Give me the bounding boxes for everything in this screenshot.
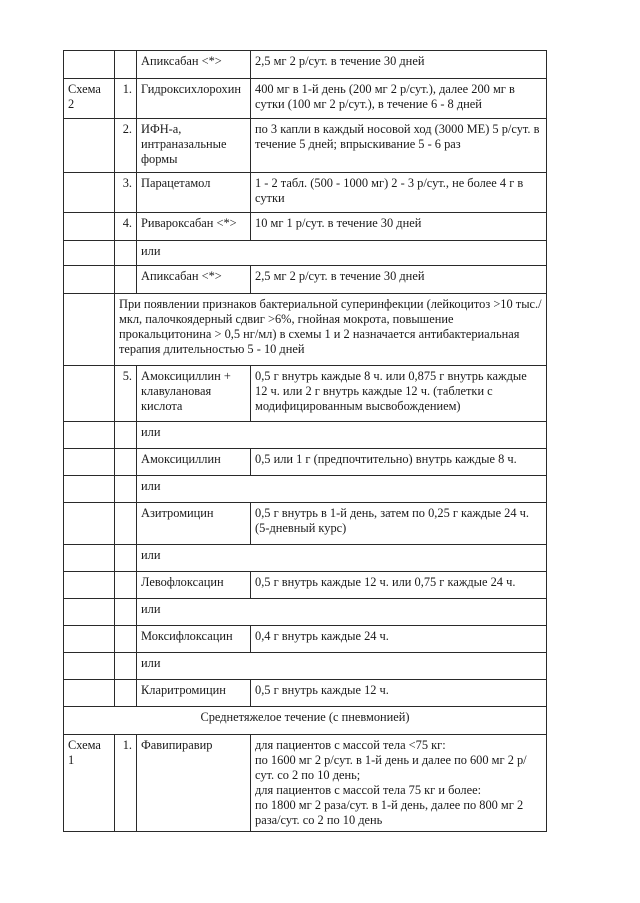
scheme-cell	[64, 119, 115, 173]
number-cell	[115, 599, 137, 626]
alternative-or-cell: или	[137, 476, 547, 503]
scheme-cell	[64, 266, 115, 294]
alternative-or-cell: или	[137, 422, 547, 449]
number-cell: 2.	[115, 119, 137, 173]
scheme-cell	[64, 366, 115, 422]
table-row	[64, 707, 547, 735]
table-body	[64, 51, 547, 832]
dose-cell: 0,4 г внутрь каждые 24 ч.	[251, 626, 547, 653]
table-row	[64, 366, 547, 422]
scheme-cell	[64, 653, 115, 680]
table-row	[64, 51, 547, 79]
dose-cell: 0,5 или 1 г (предпочтительно) внутрь каждые 8 ч.	[251, 449, 547, 476]
number-cell: 1.	[115, 79, 137, 119]
dose-cell: 2,5 мг 2 р/сут. в течение 30 дней	[251, 266, 547, 294]
number-cell	[115, 626, 137, 653]
drug-name-cell: Кларитромицин	[137, 680, 251, 707]
table-row	[64, 119, 547, 173]
scheme-cell	[64, 241, 115, 266]
alternative-or-cell: или	[137, 545, 547, 572]
number-cell	[115, 653, 137, 680]
dose-cell: 0,5 г внутрь каждые 12 ч. или 0,75 г каждые 24 ч.	[251, 572, 547, 599]
scheme-cell	[64, 626, 115, 653]
scheme-cell	[64, 503, 115, 545]
scheme-cell	[64, 680, 115, 707]
table-row	[64, 572, 547, 599]
table-row	[64, 266, 547, 294]
drug-name-cell: Ривароксабан <*>	[137, 213, 251, 241]
scheme-cell	[64, 599, 115, 626]
dose-cell: 1 - 2 табл. (500 - 1000 мг) 2 - 3 р/сут., не более 4 г в сутки	[251, 173, 547, 213]
table-row	[64, 503, 547, 545]
alternative-or-cell: или	[137, 653, 547, 680]
drug-name-cell: Амоксициллин	[137, 449, 251, 476]
table-row	[64, 422, 547, 449]
dose-cell: 0,5 г внутрь в 1-й день, затем по 0,25 г каждые 24 ч. (5-дневный курс)	[251, 503, 547, 545]
table-row	[64, 653, 547, 680]
table-row	[64, 680, 547, 707]
number-cell	[115, 572, 137, 599]
table-row	[64, 213, 547, 241]
scheme-cell	[64, 294, 115, 366]
scheme-cell	[64, 422, 115, 449]
table-row	[64, 173, 547, 213]
number-cell: 4.	[115, 213, 137, 241]
scheme-cell	[64, 449, 115, 476]
scheme-cell: Схема 1	[64, 735, 115, 832]
drug-name-cell: Левофлоксацин	[137, 572, 251, 599]
scheme-cell	[64, 51, 115, 79]
superinfection-note-cell: При появлении признаков бактериальной суперинфекции (лейкоцитоз >10 тыс./мкл, палочкоядерный сдвиг >6%, гнойная мокрота, повышение прокальцитонина > 0,5 нг/мл) в схемы 1 и 2 назначается антибактериальная терапия длительностью 5 - 10 дней	[115, 294, 547, 366]
alternative-or-cell: или	[137, 241, 547, 266]
dose-cell: 0,5 г внутрь каждые 8 ч. или 0,875 г внутрь каждые 12 ч. или 2 г внутрь каждые 12 ч. (таблетки с модифицированным высвобождением)	[251, 366, 547, 422]
number-cell	[115, 503, 137, 545]
table-row	[64, 241, 547, 266]
scheme-cell	[64, 476, 115, 503]
dose-cell: для пациентов с массой тела <75 кг: по 1600 мг 2 р/сут. в 1-й день и далее по 600 мг 2 р/сут. со 2 по 10 день; для пациентов с массой тела 75 кг и более: по 1800 мг 2 раза/сут. в 1-й день, далее по 800 мг 2 раза/сут. со 2 по 10 день	[251, 735, 547, 832]
table-row	[64, 79, 547, 119]
number-cell: 5.	[115, 366, 137, 422]
drug-name-cell: Парацетамол	[137, 173, 251, 213]
number-cell	[115, 449, 137, 476]
drug-name-cell: Гидроксихлорохин	[137, 79, 251, 119]
table-row	[64, 599, 547, 626]
table-row	[64, 294, 547, 366]
scheme-cell	[64, 545, 115, 572]
number-cell	[115, 51, 137, 79]
scheme-cell	[64, 173, 115, 213]
table-row	[64, 545, 547, 572]
table-row	[64, 449, 547, 476]
number-cell	[115, 476, 137, 503]
table-row	[64, 476, 547, 503]
dose-cell: 10 мг 1 р/сут. в течение 30 дней	[251, 213, 547, 241]
number-cell	[115, 545, 137, 572]
number-cell	[115, 422, 137, 449]
drug-name-cell: ИФН-а, интраназальные формы	[137, 119, 251, 173]
alternative-or-cell: или	[137, 599, 547, 626]
number-cell: 1.	[115, 735, 137, 832]
scheme-cell	[64, 572, 115, 599]
drug-schemes-table	[63, 50, 547, 832]
dose-cell: по 3 капли в каждый носовой ход (3000 МЕ) 5 р/сут. в течение 5 дней; впрыскивание 5 - 6 раз	[251, 119, 547, 173]
drug-name-cell: Фавипиравир	[137, 735, 251, 832]
scheme-cell	[64, 213, 115, 241]
table-row	[64, 735, 547, 832]
dose-cell: 0,5 г внутрь каждые 12 ч.	[251, 680, 547, 707]
number-cell	[115, 680, 137, 707]
dose-cell: 2,5 мг 2 р/сут. в течение 30 дней	[251, 51, 547, 79]
drug-name-cell: Моксифлоксацин	[137, 626, 251, 653]
dose-cell: 400 мг в 1-й день (200 мг 2 р/сут.), далее 200 мг в сутки (100 мг 2 р/сут.), в течение 6 - 8 дней	[251, 79, 547, 119]
number-cell	[115, 241, 137, 266]
drug-name-cell: Амоксициллин + клавулановая кислота	[137, 366, 251, 422]
scheme-cell: Схема 2	[64, 79, 115, 119]
number-cell	[115, 266, 137, 294]
drug-name-cell: Апиксабан <*>	[137, 51, 251, 79]
drug-name-cell: Азитромицин	[137, 503, 251, 545]
table-row	[64, 626, 547, 653]
drug-name-cell: Апиксабан <*>	[137, 266, 251, 294]
section-title-cell: Среднетяжелое течение (с пневмонией)	[64, 707, 547, 735]
number-cell: 3.	[115, 173, 137, 213]
